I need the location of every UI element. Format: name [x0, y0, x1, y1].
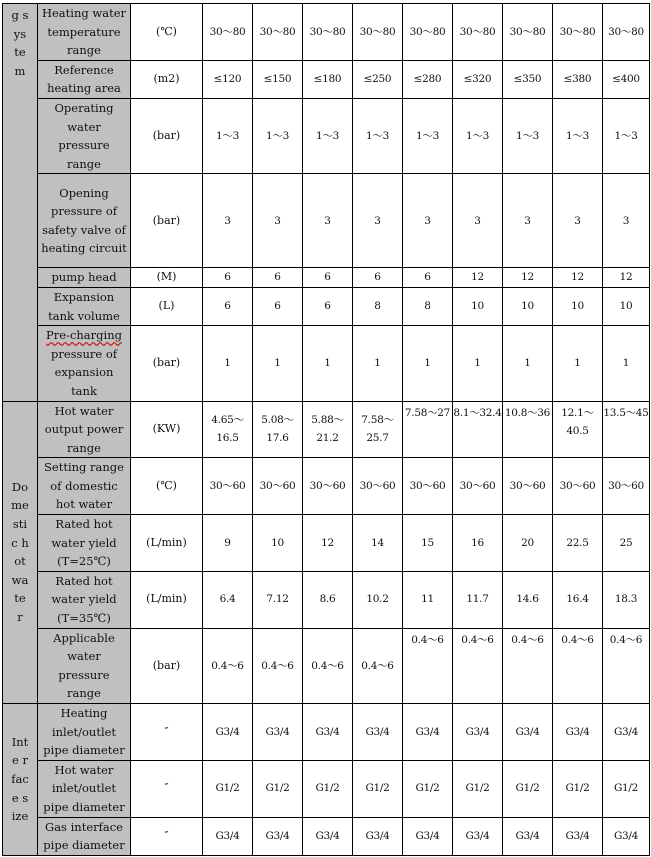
table-cell: 6	[403, 268, 453, 288]
table-cell: 1	[303, 326, 353, 401]
table-row	[3, 817, 650, 855]
table-cell: G3/4	[553, 817, 603, 855]
table-cell: 3	[353, 174, 403, 268]
table-row	[3, 268, 650, 288]
table-cell: 1～3	[453, 98, 503, 173]
row-unit: ″	[131, 817, 203, 855]
row-label: Heating inlet/outlet pipe diameter	[38, 704, 131, 761]
table-cell: ≤150	[253, 60, 303, 98]
row-unit: (m2)	[131, 60, 203, 98]
table-row	[3, 760, 650, 817]
table-cell: 1～3	[253, 98, 303, 173]
table-cell: 14	[353, 515, 403, 572]
table-cell: 30～60	[603, 458, 650, 515]
table-cell: 3	[553, 174, 603, 268]
table-cell: 30～80	[553, 4, 603, 61]
row-label: Hot water output power range	[38, 401, 131, 458]
table-cell: 12	[553, 268, 603, 288]
table-cell: 1～3	[353, 98, 403, 173]
table-cell: G1/2	[503, 760, 553, 817]
group-heating-system	[3, 4, 38, 402]
row-label: Hot water inlet/outlet pipe diameter	[38, 760, 131, 817]
table-cell: G3/4	[253, 704, 303, 761]
table-row	[3, 98, 650, 173]
table-cell: G3/4	[403, 817, 453, 855]
table-cell: 30～60	[203, 458, 253, 515]
row-unit: (L)	[131, 287, 203, 325]
table-cell: 30～80	[403, 4, 453, 61]
table-cell: 3	[603, 174, 650, 268]
row-unit: (KW)	[131, 401, 203, 458]
table-cell: 6	[253, 287, 303, 325]
table-cell: 13.5～45	[603, 401, 650, 458]
row-unit: (bar)	[131, 326, 203, 401]
table-cell: 18.3	[603, 571, 650, 628]
table-cell: G3/4	[553, 704, 603, 761]
table-cell: 1	[603, 326, 650, 401]
table-cell: 5.88～21.2	[303, 401, 353, 458]
row-unit: (bar)	[131, 174, 203, 268]
table-cell: 0.4～6	[203, 628, 253, 703]
table-cell: 8.1～32.4	[453, 401, 503, 458]
table-cell: G3/4	[303, 704, 353, 761]
table-cell: 12	[603, 268, 650, 288]
table-cell: 3	[203, 174, 253, 268]
table-cell: 30～80	[603, 4, 650, 61]
table-cell: G1/2	[403, 760, 453, 817]
row-unit: (℃)	[131, 4, 203, 61]
table-row	[3, 174, 650, 268]
table-cell: G3/4	[203, 817, 253, 855]
table-cell: G1/2	[253, 760, 303, 817]
table-row	[3, 571, 650, 628]
table-cell: 12	[503, 268, 553, 288]
row-label: Operating water pressure range	[38, 98, 131, 173]
spec-table	[2, 3, 650, 856]
table-cell: 1	[253, 326, 303, 401]
table-cell: 6	[353, 268, 403, 288]
row-label: Opening pressure of safety valve of heating circuit	[38, 174, 131, 268]
table-cell: 10	[253, 515, 303, 572]
row-label: pump head	[38, 268, 131, 288]
table-cell: 4.65～16.5	[203, 401, 253, 458]
table-row	[3, 287, 650, 325]
table-cell: 22.5	[553, 515, 603, 572]
table-cell: 16	[453, 515, 503, 572]
table-row	[3, 401, 650, 458]
table-cell: 8	[353, 287, 403, 325]
group-label: g sys tem	[11, 8, 29, 78]
table-cell: 10	[603, 287, 650, 325]
row-unit: (M)	[131, 268, 203, 288]
table-cell: 0.4～6	[353, 628, 403, 703]
table-cell: 10	[553, 287, 603, 325]
table-cell: 1	[403, 326, 453, 401]
table-cell: 6	[203, 268, 253, 288]
row-label	[38, 326, 131, 401]
group-domestic-hot-water	[3, 401, 38, 704]
table-cell: 30～60	[353, 458, 403, 515]
table-cell: 3	[403, 174, 453, 268]
table-cell: 12	[453, 268, 503, 288]
table-cell: 12.1～40.5	[553, 401, 603, 458]
table-cell: 0.4～6	[553, 628, 603, 703]
table-row	[3, 458, 650, 515]
table-cell: ≤380	[553, 60, 603, 98]
table-row	[3, 704, 650, 761]
table-cell: 30～80	[503, 4, 553, 61]
table-cell: 6	[203, 287, 253, 325]
table-cell: 1	[203, 326, 253, 401]
row-label: Rated hot water yield (T=25℃)	[38, 515, 131, 572]
table-cell: 11	[403, 571, 453, 628]
table-cell: 1～3	[303, 98, 353, 173]
table-cell: G3/4	[453, 817, 503, 855]
table-cell: 1～3	[553, 98, 603, 173]
table-cell: 30～80	[303, 4, 353, 61]
table-cell: G1/2	[303, 760, 353, 817]
row-unit: (L/min)	[131, 571, 203, 628]
table-cell: G3/4	[603, 704, 650, 761]
table-cell: 9	[203, 515, 253, 572]
table-cell: 3	[303, 174, 353, 268]
table-cell: ≤350	[503, 60, 553, 98]
table-cell: 7.58～25.7	[353, 401, 403, 458]
group-label: Dome stic hot wate r	[11, 479, 29, 625]
table-cell: ≤400	[603, 60, 650, 98]
table-cell: 6	[303, 287, 353, 325]
group-interface-size	[3, 704, 38, 856]
table-cell: 30～80	[453, 4, 503, 61]
table-cell: 5.08～17.6	[253, 401, 303, 458]
table-cell: 6	[253, 268, 303, 288]
row-unit: (L/min)	[131, 515, 203, 572]
row-label: Setting range of domestic hot water	[38, 458, 131, 515]
table-cell: 6	[303, 268, 353, 288]
table-cell: 10.2	[353, 571, 403, 628]
table-cell: G3/4	[353, 704, 403, 761]
table-cell: G1/2	[203, 760, 253, 817]
table-cell: 3	[503, 174, 553, 268]
table-cell: 16.4	[553, 571, 603, 628]
row-unit: (bar)	[131, 98, 203, 173]
row-label-first: Pre-charging	[46, 328, 122, 343]
table-cell: 30～60	[553, 458, 603, 515]
table-cell: 10	[453, 287, 503, 325]
table-row	[3, 326, 650, 401]
table-cell: ≤120	[203, 60, 253, 98]
table-cell: 0.4～6	[603, 628, 650, 703]
table-cell: 30～60	[453, 458, 503, 515]
table-cell: G3/4	[253, 817, 303, 855]
table-cell: G1/2	[353, 760, 403, 817]
table-cell: G3/4	[503, 704, 553, 761]
row-label: Expansion tank volume	[38, 287, 131, 325]
table-cell: 10.8～36	[503, 401, 553, 458]
table-cell: 15	[403, 515, 453, 572]
table-cell: G3/4	[503, 817, 553, 855]
row-label: Reference heating area	[38, 60, 131, 98]
table-row	[3, 515, 650, 572]
table-cell: 7.58～27	[403, 401, 453, 458]
table-cell: G3/4	[603, 817, 650, 855]
table-cell: 0.4～6	[253, 628, 303, 703]
table-cell: 1～3	[403, 98, 453, 173]
table-cell: 25	[603, 515, 650, 572]
table-cell: 0.4～6	[503, 628, 553, 703]
table-cell: 12	[303, 515, 353, 572]
table-cell: 0.4～6	[403, 628, 453, 703]
table-cell: G3/4	[303, 817, 353, 855]
group-label: Inte rfac e size	[11, 734, 29, 824]
table-cell: G3/4	[453, 704, 503, 761]
table-cell: 30～80	[203, 4, 253, 61]
row-label-rest: pressure of expansion tank	[50, 346, 117, 398]
table-cell: 1	[503, 326, 553, 401]
table-cell: ≤320	[453, 60, 503, 98]
row-unit: (bar)	[131, 628, 203, 703]
table-cell: 0.4～6	[453, 628, 503, 703]
table-cell: 3	[453, 174, 503, 268]
row-label: Heating water temperature range	[38, 4, 131, 61]
table-cell: 10	[503, 287, 553, 325]
table-cell: 0.4～6	[303, 628, 353, 703]
table-cell: 6.4	[203, 571, 253, 628]
table-cell: 8	[403, 287, 453, 325]
row-unit: (℃)	[131, 458, 203, 515]
table-cell: G1/2	[603, 760, 650, 817]
table-cell: 3	[253, 174, 303, 268]
row-label: Gas interface pipe diameter	[38, 817, 131, 855]
table-cell: 1～3	[203, 98, 253, 173]
table-cell: 14.6	[503, 571, 553, 628]
table-cell: 1	[453, 326, 503, 401]
table-row	[3, 60, 650, 98]
table-cell: 1～3	[503, 98, 553, 173]
table-cell: G3/4	[203, 704, 253, 761]
table-cell: 1	[353, 326, 403, 401]
table-cell: 11.7	[453, 571, 503, 628]
table-cell: 30～60	[503, 458, 553, 515]
table-cell: ≤180	[303, 60, 353, 98]
row-unit: ″	[131, 704, 203, 761]
table-cell: 30～60	[303, 458, 353, 515]
table-cell: G3/4	[353, 817, 403, 855]
table-cell: 30～80	[353, 4, 403, 61]
table-cell: G1/2	[553, 760, 603, 817]
row-label: Applicable water pressure range	[38, 628, 131, 703]
row-label: Rated hot water yield (T=35℃)	[38, 571, 131, 628]
table-row	[3, 4, 650, 61]
table-cell: 7.12	[253, 571, 303, 628]
table-cell: 8.6	[303, 571, 353, 628]
table-cell: ≤280	[403, 60, 453, 98]
table-cell: 1～3	[603, 98, 650, 173]
table-cell: G3/4	[403, 704, 453, 761]
table-cell: ≤250	[353, 60, 403, 98]
table-cell: 30～60	[253, 458, 303, 515]
table-cell: G1/2	[453, 760, 503, 817]
table-row	[3, 628, 650, 703]
table-cell: 20	[503, 515, 553, 572]
table-cell: 30～60	[403, 458, 453, 515]
row-unit: ″	[131, 760, 203, 817]
table-cell: 30～80	[253, 4, 303, 61]
table-cell: 1	[553, 326, 603, 401]
